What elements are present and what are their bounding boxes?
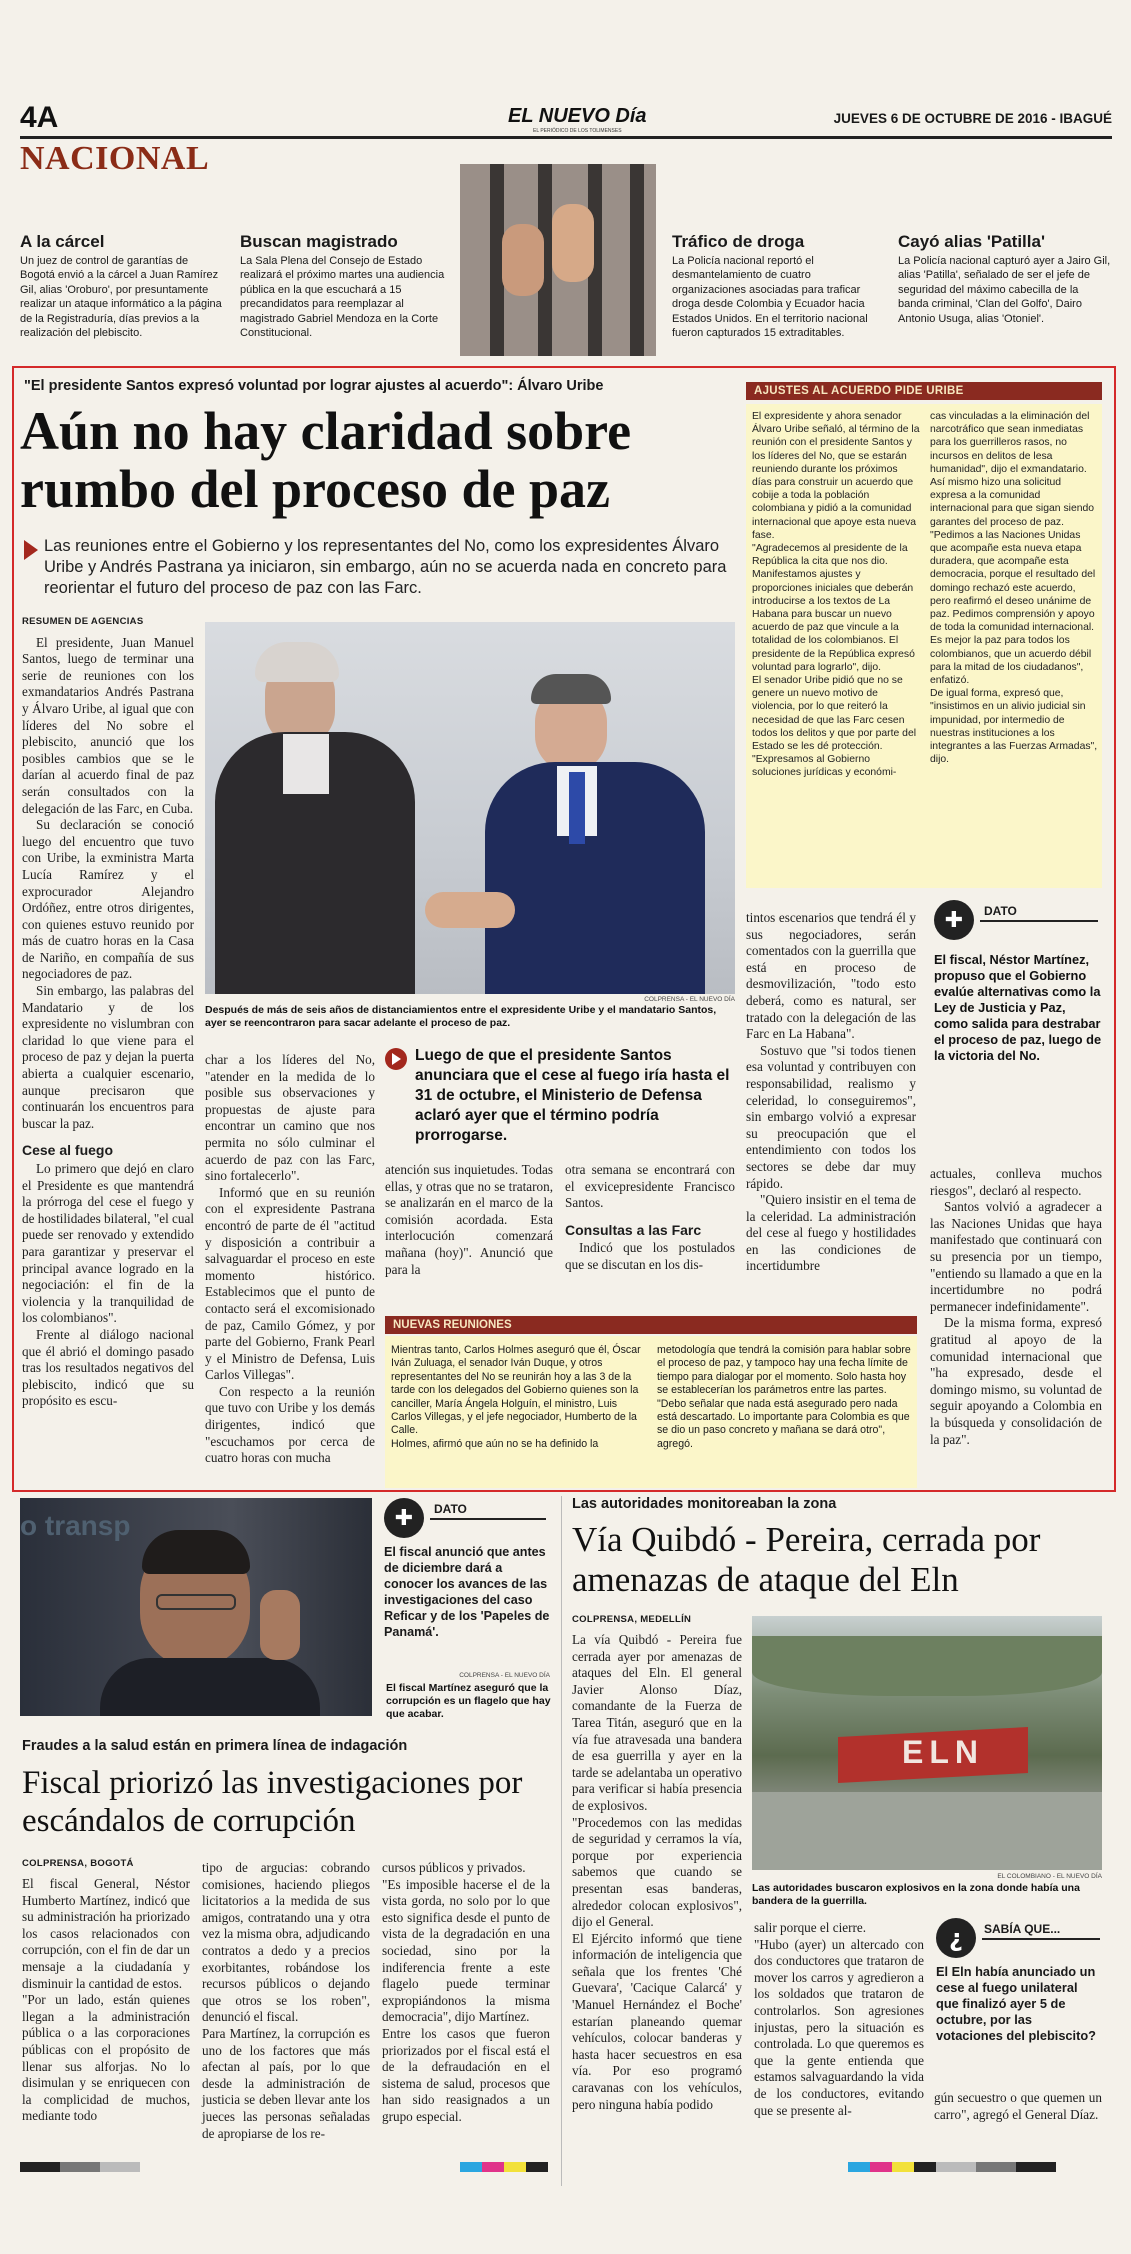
eln-flag-text: ELN <box>902 1734 984 1770</box>
main-column-6: actuales, conlleva muchos riesgos", declaró al respecto. Santos volvió a agradecer a las Naciones Unidas que haya manifestado que continuará con su presencia por un tiempo, "entiendo su llamado a que en la incertidumbre no podrá permanecer indefinidamente". De la misma forma, expresó gratitud al apoyo de la comunidad internacional que "ha expresado, desde el domingo mismo, su voluntad de seguir apoyando a Colombia en la búsqueda y consolidación de la paz". <box>930 1166 1102 1447</box>
main-column-2: char a los líderes del No, "atender en la medida de lo posible sus observaciones y propuestas de ajuste para encontrar un camino que nos permita no sólo culminar el acuerdo de paz con las Farc, sino fortalecerlo". Informó que en su reunión con el expresidente Pastrana encontró de parte de él "actitud y disposición a contribuir a salvaguardar el proceso en este momento histórico. Establecimos que el punto de contacto será el excomisionado de paz, Camilo Gómez, y por parte del Gobierno, Frank Pearl y el Ministro de Defensa, Luis Carlos Villegas". Con respecto a la reunión que tuvo con Uribe y los demás dirigentes, indicó que "escuchamos por cerca de cuatro horas con mucha <box>205 1052 375 1466</box>
main-headline: Aún no hay claridad sobre rumbo del proceso de paz <box>20 401 632 519</box>
main-column-1: RESUMEN DE AGENCIAS El presidente, Juan Manuel Santos, luego de terminar una serie de reuniones con los exmandatarios Andrés Pastrana y Álvaro Uribe, al igual que con líderes del No sobre el plebiscito, anunció que los posibles cambios que se le darían al acuerdo final de paz serán consultados con la delegación de las Farc, en Cuba. Su declaración se conoció luego del encuentro que tuvo con Uribe, la exministra Marta Lucía Ramírez y el exprocurador Alejandro Ordóñez, entre otros dirigentes, con quienes estuvo reunido por más de cuatro horas en la Casa de Nariño, en compañía de sus negociadores de paz. Sin embargo, las palabras del Mandatario y de los expresidente no vislumbran con claridad lo que viene para el proceso de paz y dejan la puerta abierta a cualquier escenario, aunque precisaron que continuarán los encuentros para buscar la paz. Cese al fuego Lo primero que dejó en claro el Presidente es que mantendrá la prórroga del cese el fuego y de hostilidades bilateral, "el cual puede ser renovado y extendido para garantizar y preservar el principal avance logrado en la negociación: el fin de la violencia y la tranquilidad de los colombianos". Frente al diálogo nacional que él abrió el domingo pasado tras los resultados negativos del plebiscito, indicó que su propósito es escu- <box>22 616 194 1409</box>
quibdo-headline: Vía Quibdó - Pereira, cerrada por amenazas de ataque del Eln <box>572 1520 1041 1599</box>
main-column-5: tintos escenarios que tendrá él y sus negociadores, serán comentados con la guerrilla que está en proceso de desmovilización, "todo esto deberá, como es natural, ser tratado con la delegación de las Farc en La Habana". Sostuvo que "si todos tienen esa voluntad y contribuyen con responsabilidad, realismo y celeridad, lo conseguiremos", sin embargo volvió a expresar su preocupación que el entendimiento con todos los sectores se debe dar muy rápido. "Quiero insistir en el tema de la celeridad. La administración del cese al fuego y hostilidades en las condiciones de incertidumbre <box>746 910 916 1274</box>
brief-title: Tráfico de droga <box>672 232 805 251</box>
brief-title: Cayó alias 'Patilla' <box>898 232 1045 251</box>
main-lead: Las reuniones entre el Gobierno y los representantes del No, como los expresidentes Álvaro Uribe y Andrés Pastrana ya iniciaron, sin embargo, aún no se acuerda nada en concreto para reorientar el futuro del proceso de paz con las Farc. <box>44 537 727 597</box>
sabia-que-box: ¿ SABÍA QUE... El Eln había anunciado un cese al fuego unilateral que finalizó ayer 5 de octubre, por las votaciones del plebiscito? <box>934 1918 1102 2088</box>
dato-label: DATO <box>984 904 1017 918</box>
main-photo-caption: Después de más de seis años de distanciamientos entre el expresidente Uribe y el mandatario Santos, ayer se reencontraron para sacar adelante el proceso de paz. <box>205 1004 717 1029</box>
date-line: JUEVES 6 DE OCTUBRE DE 2016 - IBAGUÉ <box>833 111 1112 126</box>
main-column-4: otra semana se encontrará con el exvicepresidente Francisco Santos. Consultas a las Farc Indicó que los postulados que se discutan en los dis- <box>565 1162 735 1272</box>
sidebar-title: AJUSTES AL ACUERDO PIDE URIBE <box>746 382 1102 400</box>
quibdo-byline: COLPRENSA, MEDELLÍN <box>572 1614 692 1625</box>
print-color-bar <box>20 2162 1112 2172</box>
brief-body: La Sala Plena del Consejo de Estado realizará el próximo martes una audiencia pública en la que escuchará a 15 precandidatos para reemplazar al magistrado Gabriel Mendoza en la Corte Constitucional. <box>240 255 445 340</box>
lead-arrow-icon <box>24 540 38 560</box>
fiscal-column-2: tipo de argucias: cobrando comisiones, haciendo pliegos licitatorios a la medida de sus amigos, contratando una y otra vez la misma obra, adjudicando contratos a dedo y a precios exorbitantes, robándose los recursos públicos o dejando que otros se los roben", denunció el fiscal. Para Martínez, la corrupción es uno de los factores que más afectan al país, por lo que desde la administración de justicia se deben llevar ante los jueces las personas señaladas de apropiarse de los re- <box>202 1860 370 2141</box>
sidebar-col-a: El expresidente y ahora senador Álvaro Uribe señaló, al término de la reunión con el presidente Santos y los líderes del No, que se estarán reuniendo durante los próximos días para construir un acuerdo que cobije a toda la población colombiana y pidió a la comunidad internacional que apoye esta nueva fase. "Agradecemos al presidente de la República la cita que nos dio. Manifestamos ajustes y proporciones iniciales que deberán introducirse a los textos de La Habana para buscar un nuevo acuerdo de paz que vincule a la totalidad de los colombianos. El presidente de la República expresó voluntad para lograrlo", dijo. El senador Uribe pidió que no se genere un nuevo motivo de violencia, por lo que reiteró la necesidad de que las Farc cesen todos los delitos y que por parte del Estado se les dé protección. "Expresamos al Gobierno soluciones jurídicas y económi- <box>752 411 920 779</box>
column-divider <box>561 1496 562 2186</box>
brief-4 <box>898 232 1112 326</box>
fiscal-column-1: El fiscal General, Néstor Humberto Martínez, indicó que su administración ha priorizado los casos relacionados con corrupción, con el fin de dar un mensaje a la ciudadanía y disminuir la cantidad de estos. "Por un lado, están quienes llegan a la administración pública o a las corporaciones públicas con el propósito de llenar sus alforjas. No lo disimulan y se enriquecen con la complicidad de muchos, mediante todo <box>22 1876 190 2124</box>
quibdo-photo-caption: Las autoridades buscaron explosivos en la zona donde había una bandera de la guerrilla. <box>752 1882 1080 1907</box>
pull-quote-arrow-icon <box>385 1048 407 1070</box>
sidebar-uribe <box>746 382 1102 888</box>
quibdo-kicker: Las autoridades monitoreaban la zona <box>572 1496 837 1512</box>
eln-flag-photo <box>752 1616 1102 1870</box>
fiscal-photo: o transp <box>20 1498 372 1716</box>
dato-box <box>930 900 1102 1170</box>
main-byline: RESUMEN DE AGENCIAS <box>22 616 144 627</box>
page-header <box>20 103 1112 139</box>
fiscal-byline: COLPRENSA, BOGOTÁ <box>22 1858 134 1869</box>
pull-quote: Luego de que el presidente Santos anunciara que el cese al fuego iría hasta el 31 de octubre, el Ministerio de Defensa aclaró ayer que el término podría prorrogarse. <box>385 1046 735 1146</box>
brief-1 <box>20 232 226 340</box>
brief-title: A la cárcel <box>20 232 105 251</box>
subhead-cese-al-fuego: Cese al fuego <box>22 1142 114 1159</box>
brief-3 <box>672 232 886 340</box>
quibdo-column-1: La vía Quibdó - Pereira fue cerrada ayer por amenazas de ataques del Eln. El general Javier Alonso Díaz, comandante de la Fuerza de Tarea Titán, aseguró que en la vía fue atravesada una bandera de esa guerrilla y ayer en la tarde se adelantaba un operativo para verificar si había presencia de explosivos. "Procedemos con las medidas de seguridad y cerramos la vía, porque por experiencia sabemos que cuando se presentan esas banderas, alrededor colocan explosivos", dijo el General. El Ejército informó que tiene información de inteligencia que señala que los frentes 'Ché Guevara', 'Cacique Calarcá' y 'Manuel Hernández el Boche' estarían planeando quemar vehículos, colocar banderas y hasta hacer secuestros en esa vía. Por eso programó caravanas con los vehículos, pero ninguna había podido <box>572 1632 742 2112</box>
brief-body: La Policía nacional capturó ayer a Jairo Gil, alias 'Patilla', señalado de ser el jefe de seguridad del máximo cabecilla de la banda criminal, 'Clan del Golfo', Dairo Antonio Usuga, alias 'Otoniel'. <box>898 255 1111 325</box>
brief-2 <box>240 232 446 340</box>
newspaper-logo: EL NUEVO Día EL PERIÓDICO DE LOS TOLIMENSES <box>508 105 647 134</box>
brief-body: La Policía nacional reportó el desmantelamiento de cuatro organizaciones asociadas para traficar droga desde Colombia y Ecuador hacia Estados Unidos. En el territorio nacional fueron capturados 15 extraditables. <box>672 255 868 340</box>
page-number: 4A <box>20 101 59 134</box>
subhead-consultas: Consultas a las Farc <box>565 1221 702 1238</box>
quote-kicker: "El presidente Santos expresó voluntad por lograr ajustes al acuerdo": Álvaro Uribe <box>24 378 604 394</box>
fiscal-photo-caption: El fiscal Martínez aseguró que la corrupción es un flagelo que hay que acabar. <box>386 1682 551 1720</box>
brief-body: Un juez de control de garantías de Bogotá envió a la cárcel a Juan Ramírez Gil, alias 'Oroburo', por presuntamente realizar un ataque informático a la página de la Registraduría, días previos a la realización del plebiscito. <box>20 255 222 340</box>
jail-bars-photo <box>460 164 656 356</box>
sidebar-col-b: cas vinculadas a la eliminación del narcotráfico que sean inmediatas para los guerrilleros rasos, no incursos en delitos de lesa humanidad", dijo el exmandatario. Así mismo hizo una solicitud expresa a la comunidad internacional para que sigan siendo garantes del proceso de paz. "Pedimos a las Naciones Unidas que acompañe esta nueva etapa duradera, que acompañe esta democracia, porque el resultado del domingo rechazó este acuerdo, pero reafirmó el deseo unánime de paz. Pedimos comprensión y apoyo de toda la comunidad internacional. Es mejor la paz para todos los colombianos, que un acuerdo débil para la mitad de los ciudadanos", enfatizó. De igual forma, expresó que, "insistimos en un alivio judicial sin impunidad, por intermedio de nuestras instituciones a los integrantes a las Fuerzas Armadas", dijo. <box>930 411 1098 766</box>
dato-text: El fiscal, Néstor Martínez, propuso que el Gobierno evalúe alternativas como la Ley de Justicia y Paz, como salida para destrabar el proceso de paz, luego de la victoria del No. <box>934 952 1102 1063</box>
question-icon: ¿ <box>936 1918 976 1958</box>
plus-icon: ✚ <box>384 1498 424 1538</box>
quibdo-column-2: salir porque el cierre. "Hubo (ayer) un altercado con dos conductores que trataron de mover los carros y agredieron a los soldados que trataron de controlarlos. Son agresiones injustas, pero la situación es controlada. Lo que queremos es que la gente entienda que estamos salvaguardando la vida de los conductores, evitando que se presente al- <box>754 1920 924 2118</box>
main-column-3: atención sus inquietudes. Todas ellas, y otras que no se trataron, se analizarán en el marco de la comisión acordada. Esta interlocución comenzará mañana (hoy)". Anunció que para la <box>385 1162 553 1277</box>
brief-title: Buscan magistrado <box>240 232 398 251</box>
main-photo-credit: COLPRENSA - EL NUEVO DÍA <box>644 996 735 1003</box>
fiscal-dato-box: ✚ DATO El fiscal anunció que antes de diciembre dará a conocer los avances de las investigaciones del caso Reficar y de los 'Papeles de Panamá'. <box>380 1498 550 1638</box>
fiscal-column-3: cursos públicos y privados. "Es imposible hacerse el de la vista gorda, no solo por lo que esto significa desde el punto de vista de la degradación en una sociedad, sino por la indiferencia frente a este flagelo puede terminar expropiándonos la misma democracia", dijo Martínez. Entre los casos que fueron priorizados por el fiscal está el de la defraudación en el sistema de salud, procesos que han sido reasignados a un grupo especial. <box>382 1860 550 2124</box>
fiscal-headline: Fiscal priorizó las investigaciones por escándalos de corrupción <box>22 1765 523 1839</box>
fiscal-kicker: Fraudes a la salud están en primera línea de indagación <box>22 1738 408 1754</box>
nuevas-reuniones-box: NUEVAS REUNIONES Mientras tanto, Carlos Holmes aseguró que él, Óscar Iván Zuluaga, el senador Iván Duque, y otros representantes del No se reunirán hoy a las 3 de la tarde con los delegados del Gobierno quienes son la canciller, María Ángela Holguín, el ministro, Luis Carlos Villegas, y el jefe negociador, Humberto de la Calle. Holmes, afirmó que aún no se ha definido la metodología que tendrá la comisión para hablar sobre el proceso de paz, y tampoco hay una fecha límite de tiempo para dialogar por el momento. Solo hasta hoy se establecerían los parámetros entre las partes. "Debo señalar que nada está asegurado pero nada está descartado. Lo importante para Colombia es que se dio un paso concreto y mañana se dará otro", agregó. <box>385 1316 917 1488</box>
quibdo-column-3: gún secuestro o que quemen un carro", agregó el General Díaz. <box>934 2090 1102 2122</box>
section-title: NACIONAL <box>20 140 210 177</box>
plus-icon: ✚ <box>934 900 974 940</box>
main-photo <box>205 622 735 994</box>
nuevas-title: NUEVAS REUNIONES <box>385 1316 917 1334</box>
